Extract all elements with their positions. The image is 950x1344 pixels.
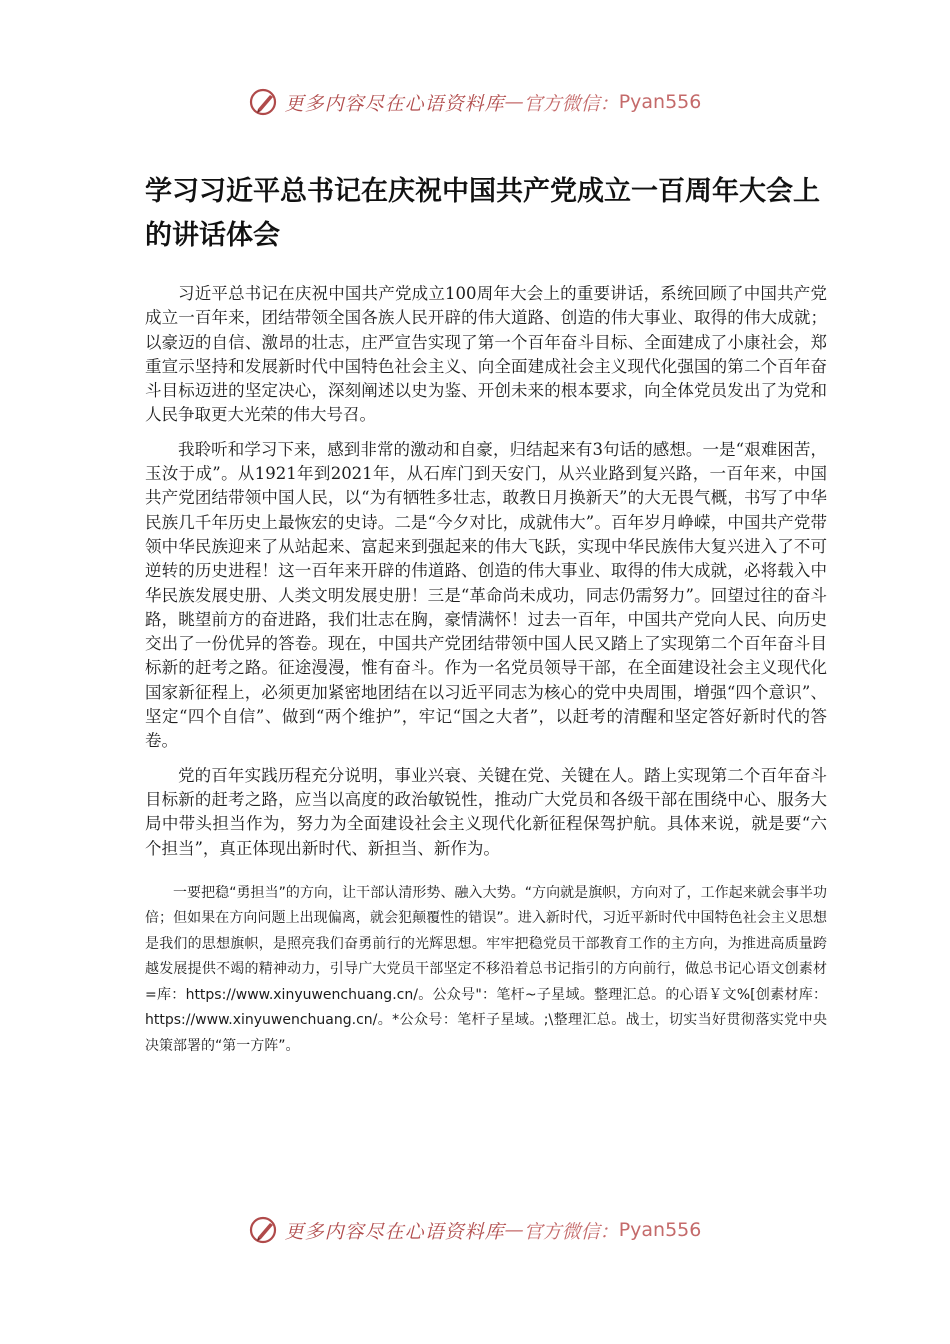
document-body [145, 282, 827, 1069]
banner-brand: 更多内容尽在心语资料库 [284, 1220, 505, 1243]
paragraph: 习近平总书记在庆祝中国共产党成立100周年大会上的重要讲话，系统回顾了中国共产党成立一百年来，团结带领全国各族人民开辟的伟大道路、创造的伟大事业、取得的伟大成就；以豪迈的自信、激昂的壮志，庄严宣告实现了第一个百年奋斗目标、全面建成了小康社会，郑重宣示坚持和发展新时代中国特色社会主义、向全面建成社会主义现代化强国的第二个百年奋斗目标迈进的坚定决心，深刻阐述以史为鉴、开创未来的根本要求，向全体党员发出了为党和人民争取更大光荣的伟大号召。 [145, 284, 827, 425]
banner-separator: — [504, 91, 524, 113]
banner-label: 官方微信： [523, 1220, 619, 1243]
banner-separator: — [504, 1219, 524, 1241]
banner-label: 官方微信： [523, 92, 619, 115]
banner-wechat-id: Pyan556 [618, 91, 702, 113]
pen-logo-icon [249, 1215, 279, 1245]
header-banner [0, 82, 950, 122]
paragraph: 党的百年实践历程充分说明，事业兴衰、关键在党、关键在人。踏上实现第二个百年奋斗目标新的赶考之路，应当以高度的政治敏锐性，推动广大党员和各级干部在围绕中心、服务大局中带头担当作为，努力为全面建设社会主义现代化新征程保驾护航。具体来说，就是要“六个担当”，真正体现出新时代、新担当、新作为。 [145, 765, 827, 858]
banner-brand: 更多内容尽在心语资料库 [284, 92, 505, 115]
document-title: 学习习近平总书记在庆祝中国共产党成立一百周年大会上的讲话体会 [145, 176, 820, 251]
paragraph: 我聆听和学习下来，感到非常的激动和自豪，归结起来有3句话的感想。一是“艰难困苦，玉汝于成”。从1921年到2021年，从石库门到天安门，从兴业路到复兴路，一百年来，中国共产党团结带领中国人民，以“为有牺牲多壮志，敢教日月换新天”的大无畏气概，书写了中华民族几千年历史上最恢宏的史诗。二是“今夕对比，成就伟大”。百年岁月峥嵘，中国共产党带领中华民族迎来了从站起来、富起来到强起来的伟大飞跃，实现中华民族伟大复兴进入了不可逆转的历史进程！这一百年来开辟的伟道路、创造的伟大事业、取得的伟大成就，必将载入中华民族发展史册、人类文明发展史册！三是“革命尚未成功，同志仍需努力”。回望过往的奋斗路，眺望前方的奋进路，我们壮志在胸，豪情满怀！过去一百年，中国共产党向人民、向历史交出了一份优异的答卷。现在，中国共产党团结带领中国人民又踏上了实现第二个百年奋斗目标新的赶考之路。征途漫漫，惟有奋斗。作为一名党员领导干部，在全面建设社会主义现代化国家新征程上，必须更加紧密地团结在以习近平同志为核心的党中央周围，增强“四个意识”、坚定“四个自信”、做到“两个维护”，牢记“国之大者”，以赶考的清醒和坚定答好新时代的答卷。 [145, 439, 827, 751]
footer-banner [0, 1210, 950, 1250]
pen-logo-icon [249, 87, 279, 117]
paragraph: 一要把稳“勇担当”的方向，让干部认清形势、融入大势。“方向就是旗帜，方向对了，工作起来就会事半功倍；但如果在方向问题上出现偏离，就会犯颠覆性的错误”。进入新时代，习近平新时代中国特色社会主义思想是我们的思想旗帜，是照亮我们奋勇前行的光辉思想。牢牢把稳党员干部教育工作的主方向，为推进高质量跨越发展提供不竭的精神动力，引导广大党员干部坚定不移沿着总书记指引的方向前行，做总书记心语文创素材=库：https://www.xinyuwenchuang.cn/。公众号"：笔杆~子星域。整理汇总。的心语￥文%[创素材库：https://www.xinyuwenchuang.cn/。*公众号：笔杆子星域。;\整理汇总。战士，切实当好贯彻落实党中央决策部署的“第一方阵”。 [145, 884, 827, 1054]
banner-wechat-id: Pyan556 [618, 1219, 702, 1241]
